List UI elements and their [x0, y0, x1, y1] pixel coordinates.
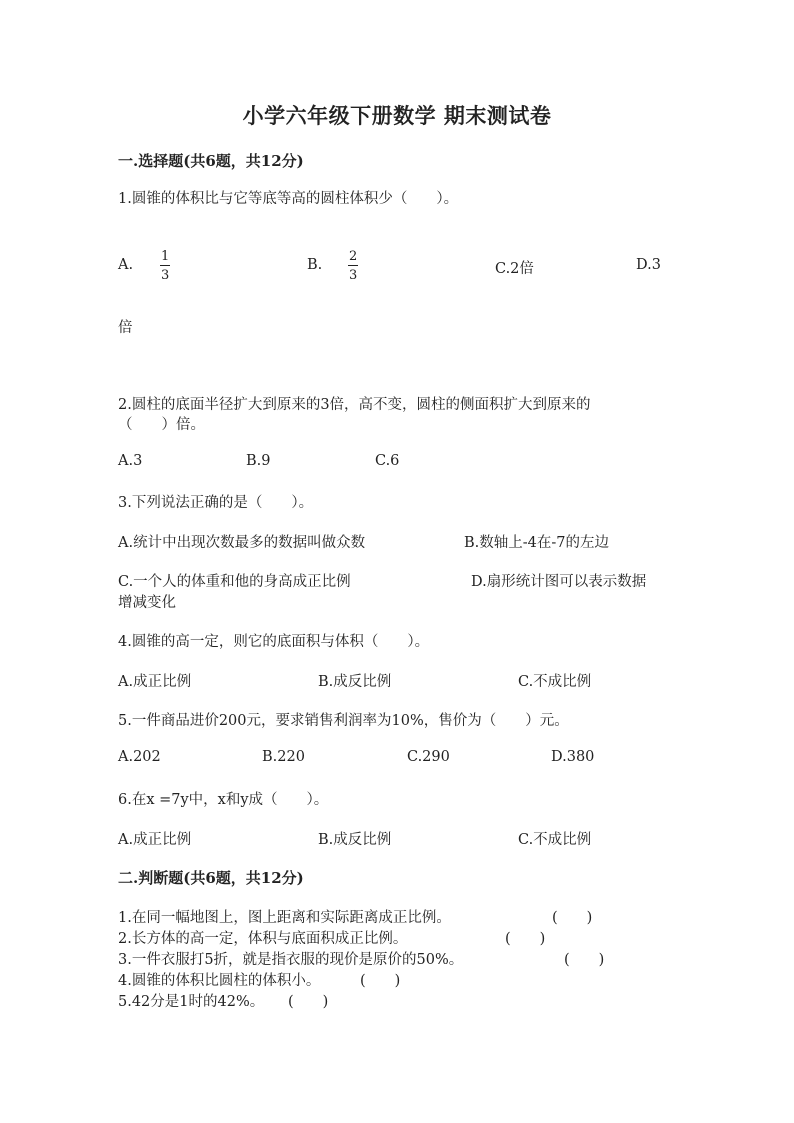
judge-item-4: 4.圆锥的体积比圆柱的体积小。 — [118, 973, 321, 989]
q3-option-b: B.数轴上-4在-7的左边 — [464, 535, 610, 551]
section-heading-judge: 二.判断题(共6题，共12分) — [118, 869, 304, 887]
judge-item-3-blank: ( ) — [564, 952, 605, 968]
q2-option-b: B.9 — [246, 453, 271, 469]
judge-item-4-blank: ( ) — [360, 973, 401, 989]
q3-option-d: D.扇形统计图可以表示数据 — [471, 574, 647, 590]
q5-option-b: B.220 — [262, 749, 305, 765]
section-heading-choice: 一.选择题(共6题，共12分) — [118, 152, 304, 170]
judge-item-5: 5.42分是1时的42%。 — [118, 994, 265, 1010]
q5-option-c: C.290 — [407, 749, 450, 765]
q3-option-c: C.一个人的体重和他的身高成正比例 — [118, 574, 351, 590]
q6-option-a: A.成正比例 — [118, 832, 192, 848]
judge-item-1: 1.在同一幅地图上，图上距离和实际距离成正比例。 — [118, 910, 451, 926]
question-4-text: 4.圆锥的高一定，则它的底面积与体积（ ）。 — [118, 634, 430, 650]
q4-option-b: B.成反比例 — [318, 674, 392, 690]
question-2-text-line1: 2.圆柱的底面半径扩大到原来的3倍，高不变，圆柱的侧面积扩大到原来的 — [118, 397, 591, 413]
q3-option-a: A.统计中出现次数最多的数据叫做众数 — [118, 535, 366, 551]
q6-option-b: B.成反比例 — [318, 832, 392, 848]
judge-item-3: 3.一件衣服打5折，就是指衣服的现价是原价的50%。 — [118, 952, 464, 968]
q5-option-d: D.380 — [551, 749, 595, 765]
q6-option-c: C.不成比例 — [518, 832, 592, 848]
judge-item-2: 2.长方体的高一定，体积与底面积成正比例。 — [118, 931, 408, 947]
fraction-numerator: 2 — [349, 249, 358, 264]
q4-option-a: A.成正比例 — [118, 674, 192, 690]
q1-option-d: D.3 — [636, 257, 661, 273]
q1-option-a-fraction — [160, 250, 170, 282]
q2-option-a: A.3 — [118, 453, 143, 469]
q2-option-c: C.6 — [375, 453, 400, 469]
judge-item-1-blank: ( ) — [552, 910, 593, 926]
fraction-denominator: 3 — [349, 268, 358, 283]
question-5-text: 5.一件商品进价200元，要求销售利润率为10%，售价为（ ）元。 — [118, 713, 569, 729]
q1-option-b-fraction — [348, 250, 358, 282]
q1-option-b-label: B. — [307, 257, 323, 273]
question-6-text: 6.在x =7y中，x和y成（ ）。 — [118, 792, 329, 808]
q1-option-c: C.2倍 — [495, 261, 534, 277]
q4-option-c: C.不成比例 — [518, 674, 592, 690]
q1-option-a-label: A. — [118, 257, 134, 273]
q5-option-a: A.202 — [118, 749, 161, 765]
fraction-denominator: 3 — [161, 268, 170, 283]
q1-option-d-wrap: 倍 — [118, 320, 133, 336]
judge-item-5-blank: ( ) — [288, 994, 329, 1010]
question-2-text-line2: （ ）倍。 — [118, 417, 205, 433]
question-3-text: 3.下列说法正确的是（ ）。 — [118, 495, 314, 511]
judge-item-2-blank: ( ) — [505, 931, 546, 947]
question-1-text: 1.圆锥的体积比与它等底等高的圆柱体积少（ ）。 — [118, 191, 459, 207]
fraction-numerator: 1 — [161, 249, 170, 264]
q3-option-d-wrap: 增减变化 — [118, 595, 176, 611]
page-title: 小学六年级下册数学 期末测试卷 — [242, 103, 552, 128]
